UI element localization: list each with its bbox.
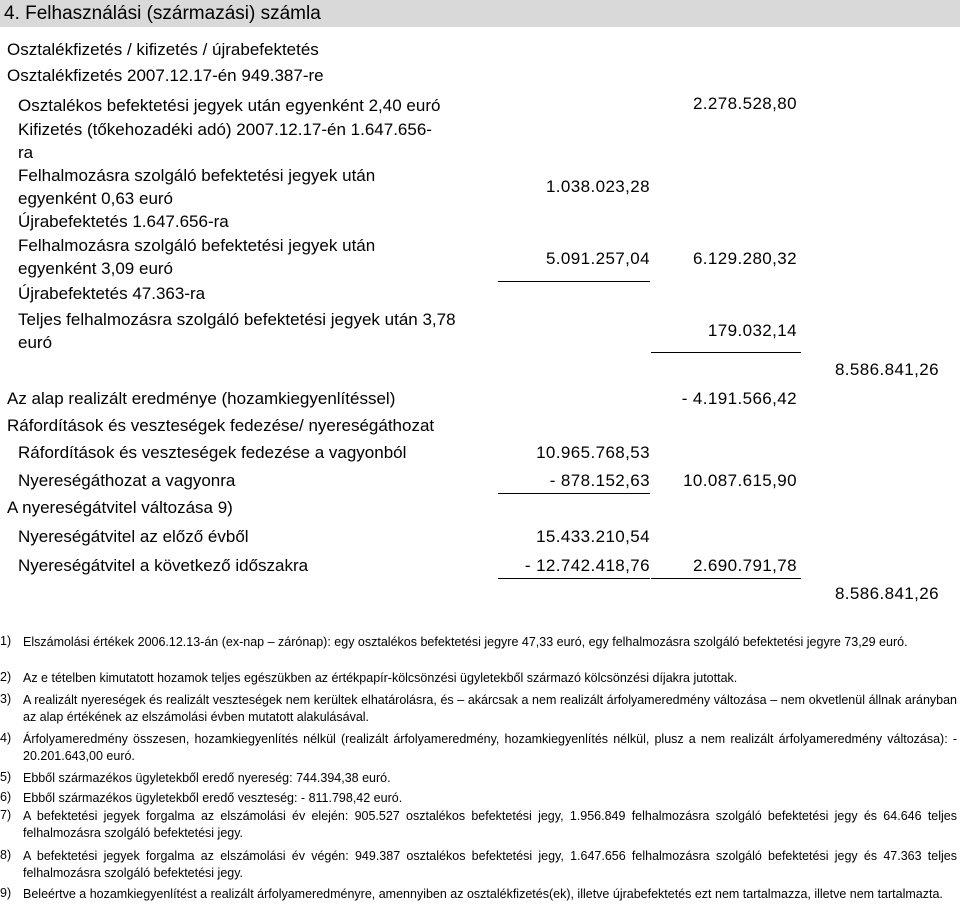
row-label: Ráfordítások és veszteségek fedezése a vagyonból: [18, 443, 407, 462]
value-cell: 6.129.280,32: [692, 249, 797, 268]
row-label: egyenként 0,63 euró: [18, 189, 174, 208]
row-label: Kifizetés (tőkehozadéki adó) 2007.12.17-én 1.647.656-: [18, 120, 432, 139]
value-cell: 8.586.841,26: [834, 360, 939, 379]
row-label: Felhalmozásra szolgáló befektetési jegyek után: [18, 166, 376, 185]
footnote-number: 9): [0, 886, 12, 900]
footnote-number: 7): [0, 808, 12, 822]
footnote-text: A befektetési jegyek forgalma az elszámolási év elején: 905.527 osztalékos befektetési jegy, 1.956.849 felhalmozásra szolgáló befektetési jegy és 64.646 teljes felhalmozásra szolgáló befektetési jegy.: [23, 809, 957, 840]
value-cell: - 12.742.418,76: [524, 556, 650, 575]
row-label: Felhalmozásra szolgáló befektetési jegyek után: [18, 236, 376, 255]
footnote-number: 3): [0, 692, 12, 706]
footnote-text: Árfolyameredmény összesen, hozamkiegyenlítés nélkül (realizált árfolyameredmény, hozamkiegyenlítés nélkül, plusz a nem realizált árfolyameredmény változása): - 20.201.643,00 euró.: [23, 732, 957, 763]
value-cell: 179.032,14: [707, 321, 797, 340]
value-cell: 8.586.841,26: [834, 584, 939, 603]
value-cell: - 878.152,63: [549, 471, 650, 490]
sum-rule: [498, 578, 650, 579]
footnote-number: 6): [0, 790, 12, 804]
row-label: Osztalékos befektetési jegyek után egyenként 2,40 euró: [18, 96, 441, 115]
row-label: Az alap realizált eredménye (hozamkiegyenlítéssel): [7, 389, 396, 408]
footnote-number: 5): [0, 770, 12, 784]
footnote-number: 8): [0, 848, 12, 862]
sum-rule: [651, 578, 801, 579]
sum-rule: [498, 493, 650, 494]
footnote-text: Ebből származékos ügyletekből eredő nyereség: 744.394,38 euró.: [23, 771, 391, 785]
footnote-number: 1): [0, 634, 12, 648]
row-label: ra: [18, 143, 34, 162]
value-cell: - 4.191.566,42: [681, 389, 797, 408]
footnote-text: A realizált nyereségek és realizált veszteségek nem kerültek elhatárolásra, és – akárcsak a nem realizált árfolyameredmény változása – nem okvetlenül állnak arányban az alap értékének az elszámolási évben mutatott alakulásával.: [23, 693, 957, 724]
row-label: Osztalékfizetés 2007.12.17-én 949.387-re: [7, 66, 324, 85]
value-cell: 15.433.210,54: [536, 527, 650, 546]
footnote-number: 4): [0, 731, 12, 745]
row-label: Osztalékfizetés / kifizetés / újrabefektetés: [7, 40, 319, 59]
row-label: Újrabefektetés 47.363-ra: [18, 284, 206, 303]
row-label: Nyereségátvitel az előző évből: [18, 527, 249, 546]
footnote-text: Az e tételben kimutatott hozamok teljes egészükben az értékpapír-kölcsönzési ügyletekből származó kölcsönzési díjakra jutottak.: [23, 671, 738, 685]
footnote-text: Elszámolási értékek 2006.12.13-án (ex-nap – zárónap): egy osztalékos befektetési jegyre 47,33 euró, egy felhalmozásra szolgáló befektetési jegyre 73,29 euró.: [23, 635, 908, 649]
sum-rule: [651, 352, 801, 353]
value-cell: 2.690.791,78: [692, 556, 797, 575]
row-label: Ráfordítások és veszteségek fedezése/ nyereségáthozat: [7, 416, 435, 435]
row-label: Nyereségátvitel a következő időszakra: [18, 556, 309, 575]
value-cell: 10.965.768,53: [536, 443, 650, 462]
footnote-text: Ebből származékos ügyletekből eredő veszteség: - 811.798,42 euró.: [23, 791, 403, 805]
footnote-text: Beleértve a hozamkiegyenlítést a realizált árfolyameredményre, amennyiben az osztalékfizetés(ek), illetve újrabefektetés ezt nem tartalmazza, illetve nem tartalmazta.: [23, 887, 943, 901]
row-label: euró: [18, 333, 53, 352]
row-label: Újrabefektetés 1.647.656-ra: [18, 212, 229, 231]
row-label: egyenként 3,09 euró: [18, 259, 174, 278]
value-cell: 1.038.023,28: [545, 177, 650, 196]
footnote-text: A befektetési jegyek forgalma az elszámolási év végén: 949.387 osztalékos befektetési jegy, 1.647.656 felhalmozásra szolgáló befektetési jegy és 47.363 teljes felhalmozásra szolgáló befektetési jegy.: [23, 849, 957, 880]
sum-rule: [498, 281, 650, 282]
value-cell: 10.087.615,90: [683, 471, 797, 490]
value-cell: 2.278.528,80: [692, 94, 797, 113]
row-label: Nyereségáthozat a vagyonra: [18, 471, 236, 490]
value-cell: 5.091.257,04: [545, 249, 650, 268]
page-title: 4. Felhasználási (származási) számla: [0, 0, 960, 27]
row-label: A nyereségátvitel változása 9): [7, 498, 233, 517]
footnote-number: 2): [0, 670, 12, 684]
row-label: Teljes felhalmozásra szolgáló befektetési jegyek után 3,78: [18, 310, 456, 329]
